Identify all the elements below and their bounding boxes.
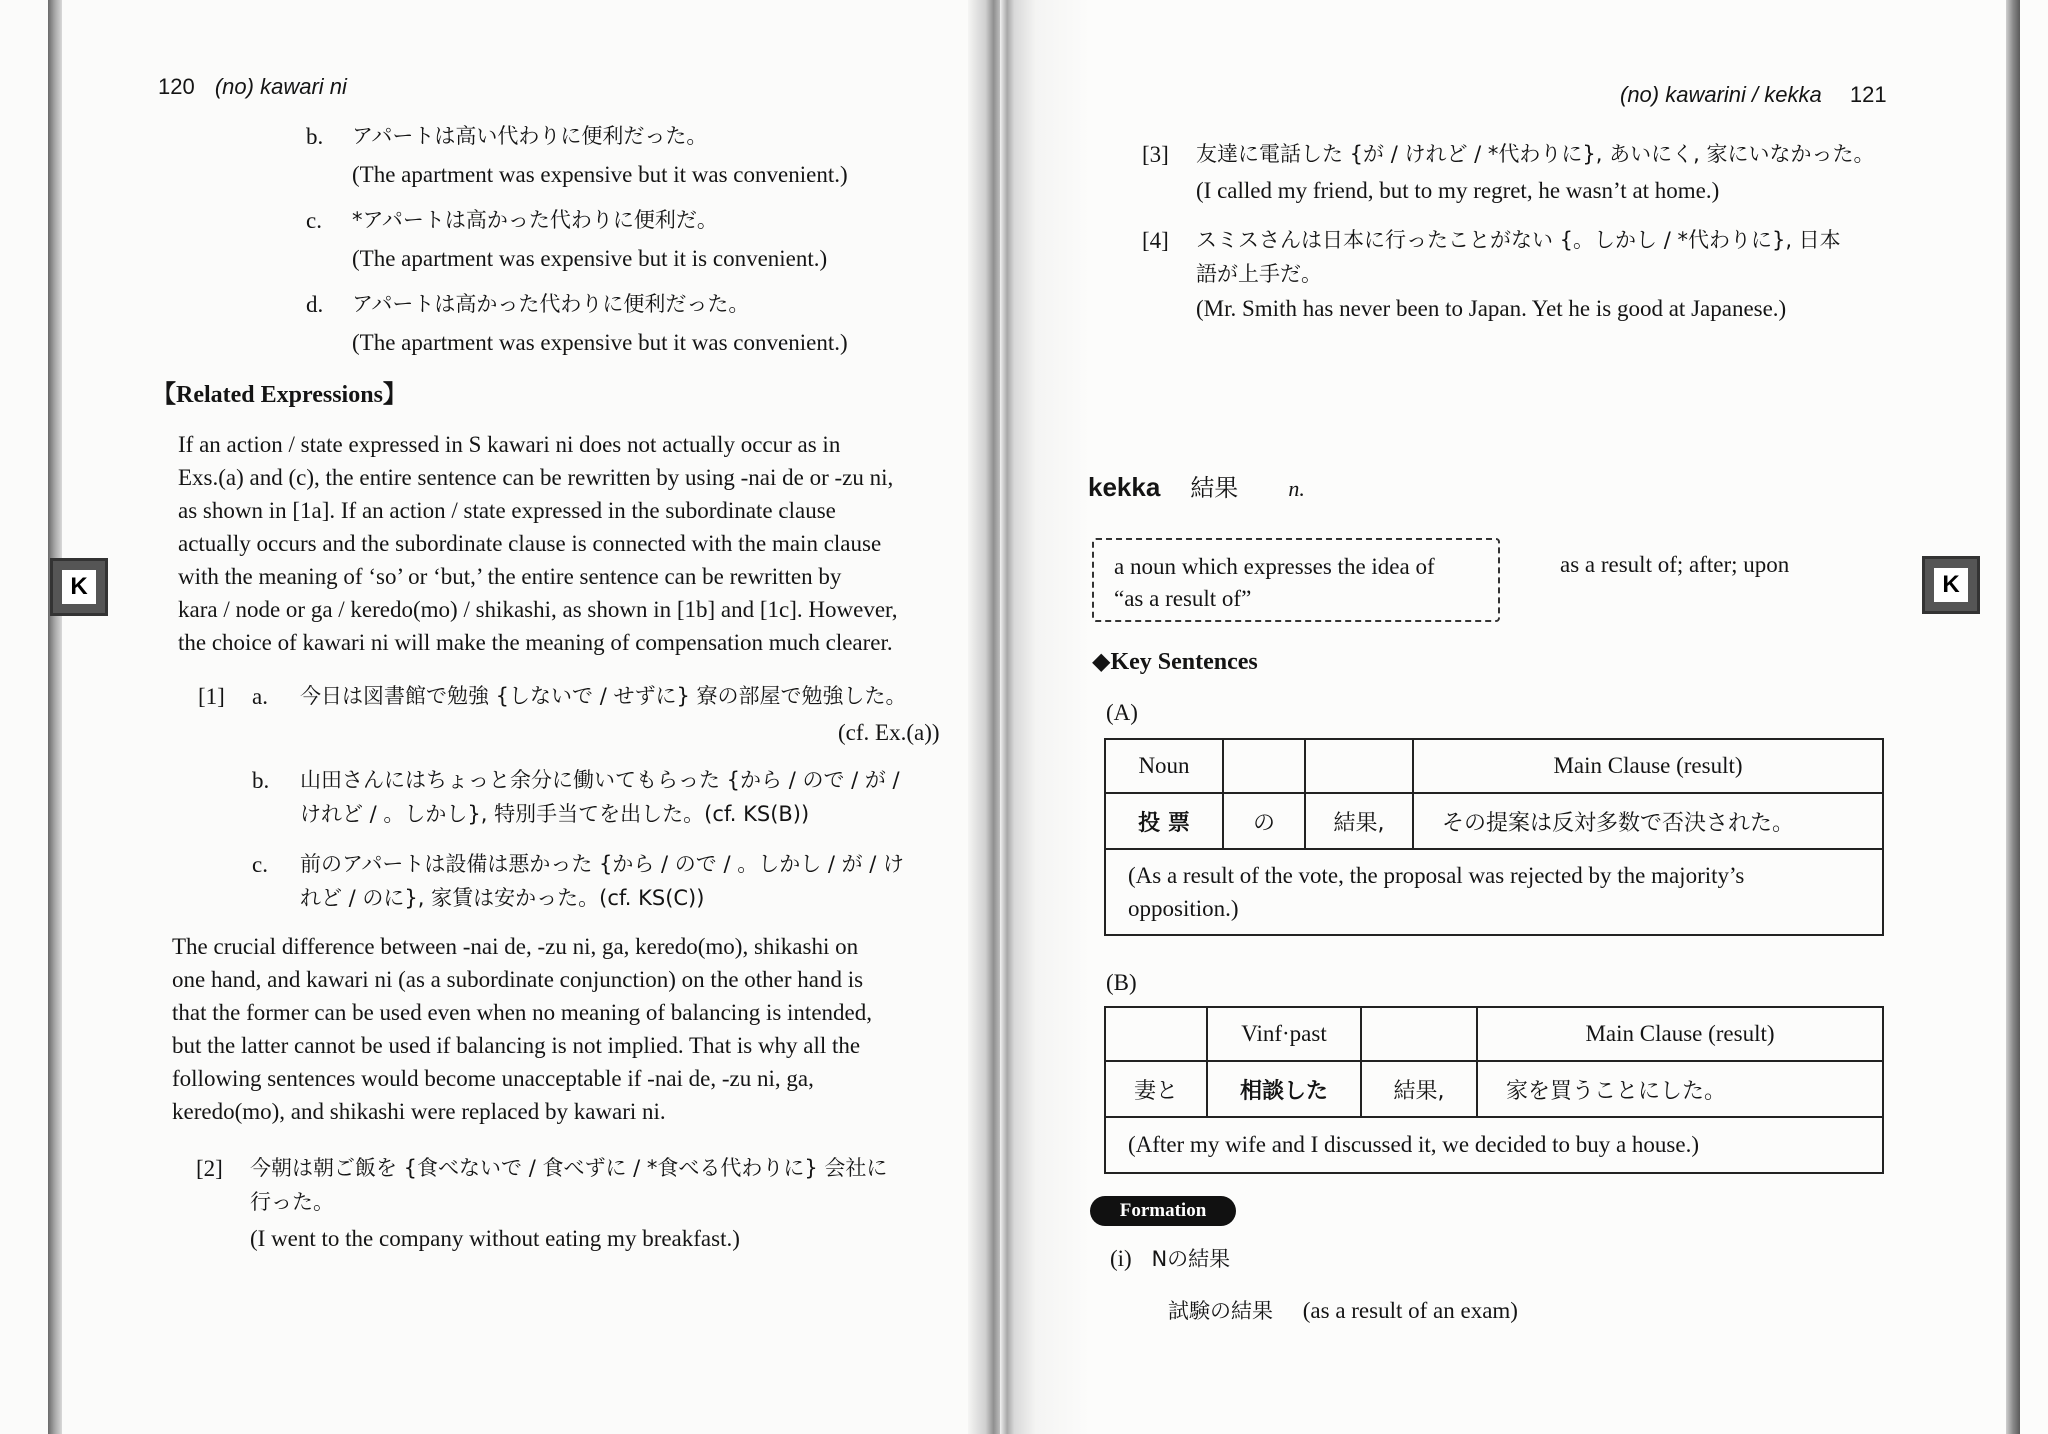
page-number: 121 [1849, 82, 1887, 107]
example-number: [3] [1142, 142, 1169, 167]
tab-letter: K [62, 570, 96, 604]
example-en: (The apartment was expensive but it is convenient.) [352, 246, 828, 271]
right-page [1000, 0, 2048, 1434]
text-line: with the meaning of ‘so’ or ‘but,’ the entire sentence can be rewritten by [178, 564, 842, 589]
paragraph-1 [178, 428, 958, 659]
text-line: keredo(mo), and shikashi were replaced by kawari ni. [172, 1099, 666, 1124]
running-head: (no) kawari ni [214, 74, 347, 99]
text-line: that the former can be used even when no meaning of balancing is intended, [172, 1000, 872, 1025]
section-tab-k [50, 558, 108, 616]
text-line: If an action / state expressed in S kawari ni does not actually occur as in [178, 432, 841, 457]
example-en: (The apartment was expensive but it was convenient.) [352, 162, 848, 187]
example-jp: アパートは高かった代わりに便利だった。 [352, 292, 750, 316]
table-header [1361, 1007, 1477, 1061]
translation-cell: (After my wife and I discussed it, we decided to buy a house.) [1105, 1117, 1883, 1173]
example-jp: 語が上手だ。 [1196, 262, 1322, 286]
left-page-edge [48, 0, 62, 1434]
key-sentence-table-b [1104, 1006, 1884, 1174]
table-cell: 結果, [1361, 1061, 1477, 1117]
key-sentences-heading: ◆Key Sentences [1092, 649, 1258, 675]
text-line: but the latter cannot be used if balancing is not implied. That is why all the [172, 1033, 861, 1058]
related-heading: 【Related Expressions】 [152, 382, 407, 408]
example-d [306, 288, 750, 321]
example-label: c. [252, 852, 268, 877]
table-header: Main Clause (result) [1413, 739, 1883, 793]
entry-heading [1088, 468, 1305, 503]
translation-line: (As a result of the vote, the proposal was rejected by the majority’s [1128, 863, 1745, 888]
text-line: The crucial difference between -nai de, -zu ni, ga, keredo(mo), shikashi on [172, 934, 859, 959]
table-cell: 投 票 [1105, 793, 1223, 849]
example-jp: 山田さんにはちょっと余分に働いてもらった {から / ので / が / [300, 768, 900, 792]
english-gloss: as a result of; after; upon [1560, 552, 1790, 577]
example-jp: 前のアパートは設備は悪かった {から / ので / 。しかし / が / け [300, 852, 905, 876]
example-number: [2] [196, 1156, 223, 1181]
text-line: one hand, and kawari ni (as a subordinate conjunction) on the other hand is [172, 967, 864, 992]
text-line: following sentences would become unacceptable if -nai de, -zu ni, ga, [172, 1066, 814, 1091]
table-header [1223, 739, 1305, 793]
ks-label: (B) [1106, 970, 1137, 995]
table-cell: 家を買うことにした。 [1477, 1061, 1883, 1117]
table-header: Main Clause (result) [1477, 1007, 1883, 1061]
translation-line: opposition.) [1128, 896, 1239, 921]
formation-badge: Formation [1090, 1196, 1236, 1226]
formation-number: (i) [1110, 1246, 1132, 1271]
tab-letter: K [1934, 568, 1968, 602]
formation-example-jp: 試験の結果 [1168, 1299, 1273, 1323]
example-jp: 今日は図書館で勉強 {しないで / せずに} 寮の部屋で勉強した。 [300, 684, 907, 708]
section-tab-k [1922, 556, 1980, 614]
example-en: (I went to the company without eating my breakfast.) [250, 1226, 740, 1251]
text-line: the choice of kawari ni will make the meaning of compensation much clearer. [178, 630, 893, 655]
example-en: (Mr. Smith has never been to Japan. Yet he is good at Japanese.) [1196, 296, 1787, 321]
example-c [306, 204, 718, 237]
table-header: Noun [1105, 739, 1223, 793]
text-line: as shown in [1a]. If an action / state expressed in the subordinate clause [178, 498, 836, 523]
example-label: b. [306, 124, 324, 149]
page-header [1620, 82, 1887, 108]
definition-text: a noun which expresses the idea of [1114, 554, 1435, 579]
table-cell: 相談した [1207, 1061, 1361, 1117]
table-cell: 結果, [1305, 793, 1413, 849]
text-line: actually occurs and the subordinate clause is connected with the main clause [178, 531, 882, 556]
example-b [306, 120, 708, 153]
example-number: [1] [198, 684, 225, 709]
example-jp: れど / のに}, 家賃は安かった。(cf. KS(C)) [300, 886, 705, 910]
table-header: Vinf·past [1207, 1007, 1361, 1061]
text-line: Exs.(a) and (c), the entire sentence can be rewritten by using -nai de or -zu ni, [178, 465, 894, 490]
ks-label: (A) [1106, 700, 1138, 725]
key-sentence-table-a [1104, 738, 1884, 936]
example-label: d. [306, 292, 324, 317]
example-jp: 行った。 [250, 1190, 334, 1214]
cross-reference: (cf. Ex.(a)) [838, 720, 940, 745]
definition-box [1092, 538, 1500, 622]
table-header [1305, 739, 1413, 793]
example-label: c. [306, 208, 322, 233]
part-of-speech: n. [1288, 476, 1305, 501]
example-jp: 今朝は朝ご飯を {食べないで / 食べずに / *食べる代わりに} 会社に [250, 1156, 888, 1180]
example-en: (The apartment was expensive but it was convenient.) [352, 330, 848, 355]
example-jp: アパートは高い代わりに便利だった。 [352, 124, 708, 148]
spine-shadow-right [1000, 0, 1090, 1434]
right-page-edge [2006, 0, 2020, 1434]
entry-kanji: 結果 [1190, 474, 1239, 502]
table-cell: その提案は反対多数で否決された。 [1413, 793, 1883, 849]
example-label: b. [252, 768, 270, 793]
definition-text: “as a result of” [1114, 586, 1252, 611]
example-jp: けれど / 。しかし}, 特別手当てを出した。(cf. KS(B)) [300, 802, 810, 826]
page-number: 120 [158, 74, 195, 99]
example-jp: *アパートは高かった代わりに便利だ。 [352, 208, 718, 232]
table-cell: 妻と [1105, 1061, 1207, 1117]
entry-word: kekka [1088, 472, 1161, 502]
running-head: (no) kawarini / kekka [1620, 82, 1822, 107]
example-jp: スミスさんは日本に行ったことがない {。しかし / *代わりに}, 日本 [1196, 228, 1841, 252]
page-header [158, 74, 347, 100]
formation-example-en: (as a result of an exam) [1302, 1298, 1518, 1323]
text-line: kara / node or ga / keredo(mo) / shikashi, as shown in [1b] and [1c]. However, [178, 597, 898, 622]
spine-shadow-left [968, 0, 1000, 1434]
table-header [1105, 1007, 1207, 1061]
left-page [0, 0, 1000, 1434]
example-en: (I called my friend, but to my regret, he wasn’t at home.) [1196, 178, 1720, 203]
example-label: a. [252, 684, 268, 709]
paragraph-2 [172, 930, 962, 1128]
formation-example [1168, 1294, 1518, 1328]
example-jp: 友達に電話した {が / けれど / *代わりに}, あいにく, 家にいなかった。 [1196, 142, 1875, 166]
translation-cell [1105, 849, 1883, 935]
formation-rule [1110, 1242, 1230, 1276]
example-number: [4] [1142, 228, 1169, 253]
formation-pattern: Nの結果 [1151, 1247, 1231, 1271]
table-cell: の [1223, 793, 1305, 849]
